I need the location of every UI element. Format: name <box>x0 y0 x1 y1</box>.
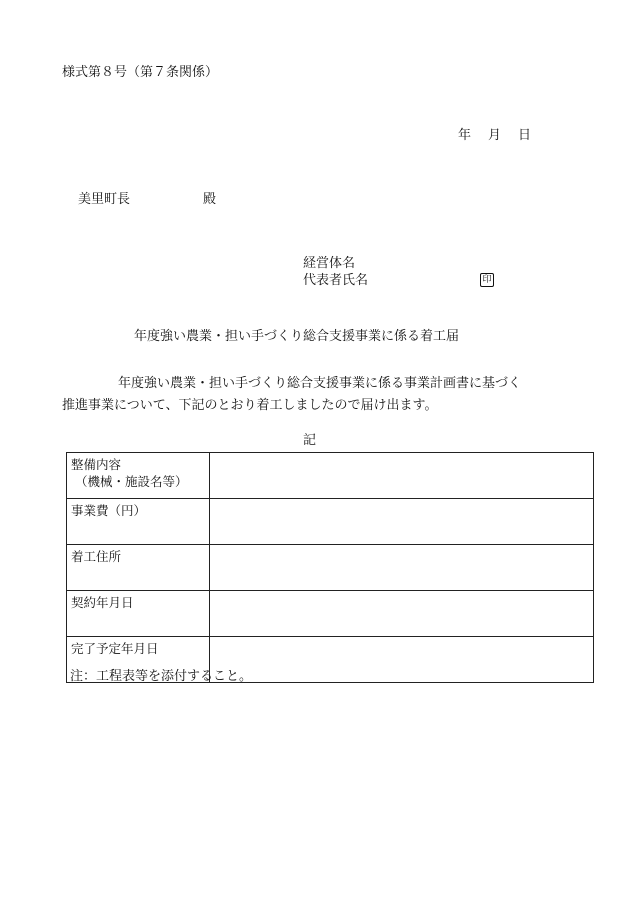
addressee <box>78 192 217 207</box>
value-cell-cost[interactable] <box>210 499 594 545</box>
table-row <box>67 545 594 591</box>
table-label-cell <box>67 453 210 499</box>
value-cell-completion-date[interactable] <box>210 637 594 683</box>
body-line-2: 推進事業について、下記のとおり着工しましたので届け出ます。 <box>62 398 438 413</box>
date-month-label: 月 <box>488 128 502 143</box>
seal-icon: 印 <box>480 273 494 287</box>
table-row <box>67 499 594 545</box>
row-label-cost: 事業費（円） <box>67 499 210 545</box>
date-line <box>458 129 531 142</box>
addressee-honorific: 殿 <box>203 192 217 207</box>
applicant-block <box>303 257 368 291</box>
body-text <box>62 373 521 417</box>
row-label-address: 着工住所 <box>67 545 210 591</box>
table-row <box>67 453 594 499</box>
attachment-note: 注：工程表等を添付すること。 <box>70 669 253 684</box>
entity-name-label: 経営体名 <box>303 256 356 271</box>
addressee-name: 美里町長 <box>78 192 131 207</box>
value-cell-contract-date[interactable] <box>210 591 594 637</box>
document-title: 年度強い農業・担い手づくり総合支援事業に係る着工届 <box>134 329 460 344</box>
body-line-1: 年度強い農業・担い手づくり総合支援事業に係る事業計画書に基づく <box>118 376 522 391</box>
row-sublabel-maintenance: （機械・施設名等） <box>75 474 188 489</box>
date-day-label: 日 <box>518 128 532 143</box>
record-table <box>66 452 594 683</box>
value-cell-address[interactable] <box>210 545 594 591</box>
table-row <box>67 591 594 637</box>
form-number: 様式第８号（第７条関係） <box>62 65 219 80</box>
ki-heading: 記 <box>303 433 317 448</box>
representative-name-label: 代表者氏名 <box>303 273 369 288</box>
row-label-completion-date: 完了予定年月日 <box>67 637 210 683</box>
value-cell-maintenance[interactable] <box>210 453 594 499</box>
row-label-maintenance: 整備内容 <box>71 457 122 472</box>
row-label-contract-date: 契約年月日 <box>67 591 210 637</box>
date-year-label: 年 <box>458 128 472 143</box>
